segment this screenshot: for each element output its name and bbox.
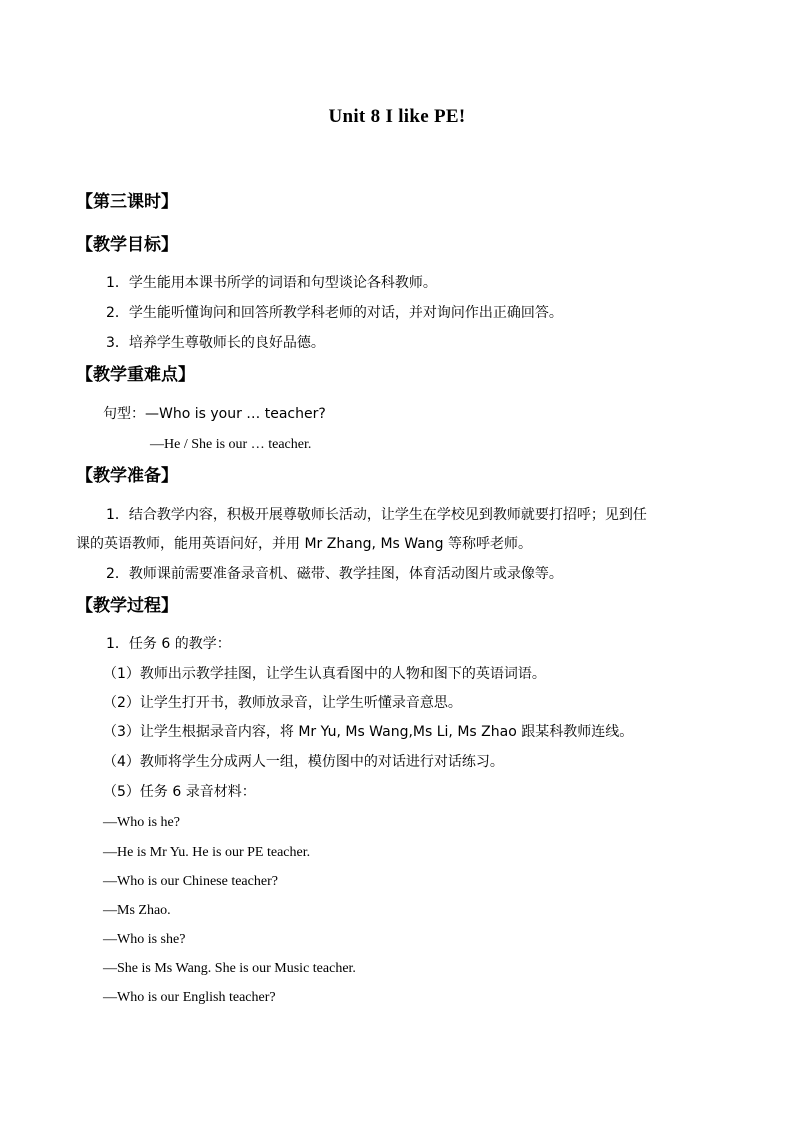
process-heading: 【教学过程】 [76, 596, 178, 616]
preparation-heading: 【教学准备】 [76, 466, 178, 486]
objective-item-1: 1．学生能用本课书所学的词语和句型谈论各科教师。 [106, 275, 437, 291]
objective-item-3: 3．培养学生尊敬师长的良好品德。 [106, 335, 325, 351]
preparation-item-2: 2．教师课前需要准备录音机、磁带、教学挂图，体育活动图片或录像等。 [106, 566, 563, 582]
key-points-line-2: —He / She is our … teacher. [150, 437, 312, 452]
process-step-1: （1）教师出示教学挂图，让学生认真看图中的人物和图下的英语词语。 [103, 666, 546, 682]
preparation-item-1-line-1: 1．结合教学内容，积极开展尊敬师长活动，让学生在学校见到教师就要打招呼；见到任 [106, 507, 647, 523]
process-task: 1．任务 6 的教学： [106, 636, 231, 652]
key-points-line-1: 句型：—Who is your … teacher? [103, 406, 326, 422]
dialogue-line: —Who is she? [103, 932, 186, 947]
process-step-2: （2）让学生打开书，教师放录音，让学生听懂录音意思。 [103, 695, 462, 711]
objective-item-2: 2．学生能听懂询问和回答所教学科老师的对话，并对询问作出正确回答。 [106, 305, 563, 321]
dialogue-line: —Ms Zhao. [103, 903, 171, 918]
dialogue-line: —Who is our English teacher? [103, 990, 276, 1005]
document-title: Unit 8 I like PE! [328, 106, 466, 127]
process-step-3: （3）让学生根据录音内容，将 Mr Yu, Ms Wang,Ms Li, Ms Zhao 跟某科教师连线。 [103, 724, 634, 740]
dialogue-line: —Who is he? [103, 815, 180, 830]
preparation-item-1-line-2: 课的英语教师，能用英语问好，并用 Mr Zhang, Ms Wang 等称呼老师。 [76, 536, 532, 552]
lesson-label: 【第三课时】 [76, 192, 178, 212]
process-step-5: （5）任务 6 录音材料： [103, 784, 256, 800]
dialogue-line: —She is Ms Wang. She is our Music teacher. [103, 961, 356, 976]
objectives-heading: 【教学目标】 [76, 235, 178, 255]
key-points-heading: 【教学重难点】 [76, 365, 195, 385]
dialogue-line: —He is Mr Yu. He is our PE teacher. [103, 845, 311, 860]
process-step-4: （4）教师将学生分成两人一组，模仿图中的对话进行对话练习。 [103, 754, 504, 770]
dialogue-line: —Who is our Chinese teacher? [103, 874, 278, 889]
